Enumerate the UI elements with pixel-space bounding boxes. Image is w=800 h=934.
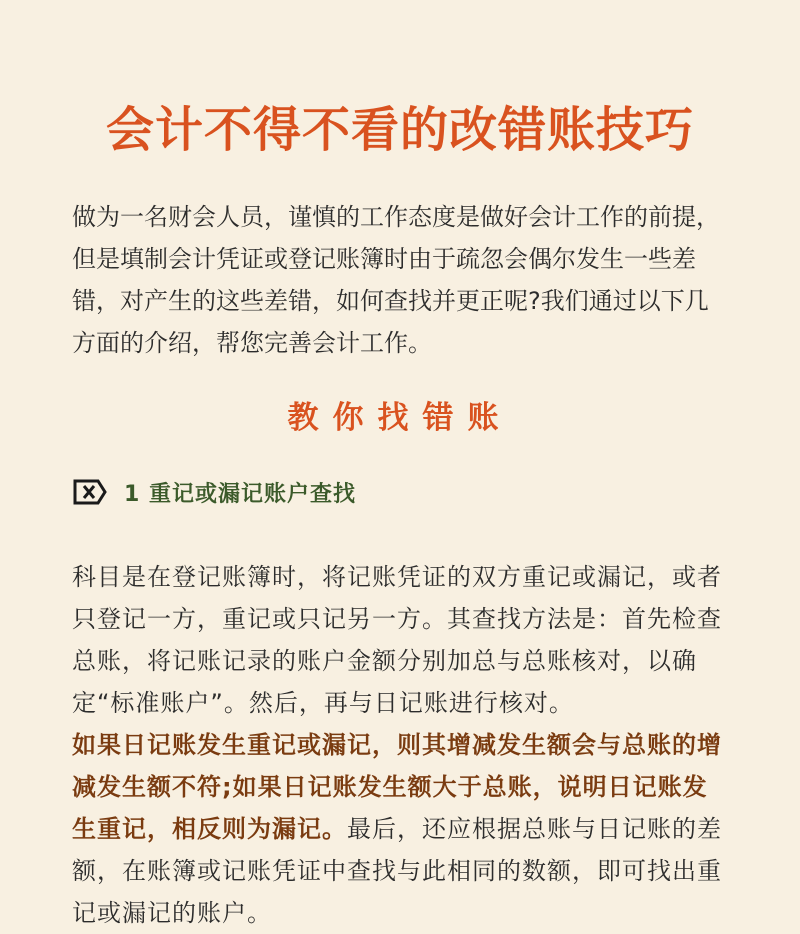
article-title: 会计不得不看的改错账技巧: [105, 102, 694, 158]
body-emphasis: 如果日记账发生重记或漏记，则其增减发生额会与总账的增减发生额不符;如果日记账发生额大于总账，说明日记账发生重记，相反则为漏记。: [72, 731, 722, 843]
body-paragraph: [72, 556, 730, 934]
arrow-box-icon: [72, 478, 108, 506]
section-heading: 教你找错账: [287, 400, 513, 436]
sub-heading-label: 1 重记或漏记账户查找: [124, 481, 356, 507]
body-text-part1: 科目是在登记账簿时，将记账凭证的双方重记或漏记，或者只登记一方，重记或只记另一方。其查找方法是：首先检查总账，将记账记录的账户金额分别加总与总账核对，以确定“标准账户”。然后，再与日记账进行核对。: [72, 563, 722, 717]
intro-paragraph: 做为一名财会人员，谨慎的工作态度是做好会计工作的前提，但是填制会计凭证或登记账簿时由于疏忽会偶尔发生一些差错，对产生的这些差错，如何查找并更正呢?我们通过以下几方面的介绍，帮您完善会计工作。: [72, 203, 720, 357]
body-text-part2: 最后，还应根据总账与日记账的差额，在账簿或记账凭证中查找与此相同的数额，即可找出重记或漏记的账户。: [72, 815, 722, 927]
sub-heading: [72, 474, 356, 510]
